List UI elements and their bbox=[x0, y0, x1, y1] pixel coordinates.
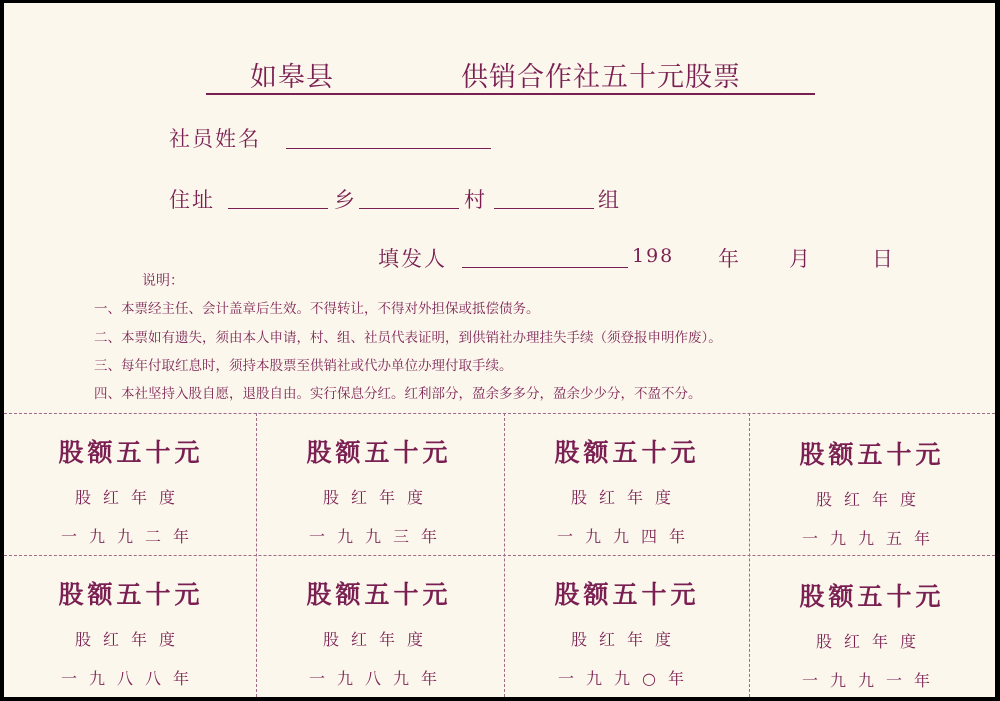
certificate-title: 供销合作社五十元股票 bbox=[461, 62, 741, 93]
coupon-label: 股红年度 bbox=[570, 488, 683, 507]
coupon-amount: 股额五十元 bbox=[799, 440, 945, 469]
note-item: 四、本社坚持入股自愿，退股自由。实行保息分红。红利部分，盈余多多分，盈余少少分，不盈不分。 bbox=[94, 386, 702, 402]
perforation-line bbox=[4, 413, 995, 414]
issuer-label: 填发人 bbox=[378, 247, 447, 271]
township-label: 乡 bbox=[334, 188, 357, 212]
township-blank bbox=[228, 208, 328, 209]
dividend-coupon bbox=[8, 415, 254, 547]
coupon-year: 一九九三年 bbox=[308, 527, 449, 546]
issuer-blank bbox=[462, 267, 628, 268]
coupon-label: 股红年度 bbox=[74, 488, 187, 507]
dividend-coupon bbox=[256, 415, 502, 547]
title-underline bbox=[206, 93, 815, 95]
coupon-label: 股红年度 bbox=[815, 632, 928, 651]
coupon-year: 一九八九年 bbox=[308, 669, 449, 688]
coupon-year: 一九九一年 bbox=[801, 671, 942, 690]
month-label: 月 bbox=[789, 247, 812, 271]
notes-title: 说明： bbox=[142, 273, 184, 289]
dividend-coupon bbox=[8, 557, 254, 689]
coupon-amount: 股额五十元 bbox=[58, 580, 204, 609]
note-item: 三、每年付取红息时，须持本股票至供销社或代办单位办理付取手续。 bbox=[94, 358, 513, 374]
note-item: 一、本票经主任、会计盖章后生效。不得转让，不得对外担保或抵偿债务。 bbox=[94, 301, 540, 317]
coupon-year: 一九九○年 bbox=[558, 669, 696, 688]
day-label: 日 bbox=[872, 247, 895, 271]
year-label: 年 bbox=[718, 247, 741, 271]
note-item: 二、本票如有遗失，须由本人申请，村、组、社员代表证明，到供销社办理挂失手续（须登报申明作废）。 bbox=[94, 330, 722, 346]
village-blank bbox=[359, 208, 459, 209]
perforation-line bbox=[4, 555, 995, 556]
dividend-coupon bbox=[749, 417, 995, 549]
dividend-coupon bbox=[256, 557, 502, 689]
village-label: 村 bbox=[464, 188, 487, 212]
coupon-label: 股红年度 bbox=[815, 490, 928, 509]
county-name: 如皋县 bbox=[250, 62, 334, 93]
group-label: 组 bbox=[598, 188, 621, 212]
coupon-amount: 股额五十元 bbox=[799, 582, 945, 611]
coupon-year: 一九八八年 bbox=[60, 669, 201, 688]
dividend-coupon bbox=[504, 415, 750, 547]
coupon-amount: 股额五十元 bbox=[58, 438, 204, 467]
coupon-label: 股红年度 bbox=[74, 630, 187, 649]
group-blank bbox=[494, 208, 594, 209]
coupon-label: 股红年度 bbox=[570, 630, 683, 649]
share-certificate bbox=[4, 3, 995, 697]
coupon-year: 一九九五年 bbox=[801, 529, 942, 548]
member-name-label: 社员姓名 bbox=[169, 127, 261, 151]
coupon-amount: 股额五十元 bbox=[554, 580, 700, 609]
address-label: 住址 bbox=[169, 188, 215, 212]
coupon-amount: 股额五十元 bbox=[306, 580, 452, 609]
coupon-year: 一九九四年 bbox=[556, 527, 697, 546]
coupon-amount: 股额五十元 bbox=[554, 438, 700, 467]
member-name-blank bbox=[286, 148, 491, 149]
year-prefix: 198 bbox=[632, 245, 675, 267]
coupon-label: 股红年度 bbox=[322, 630, 435, 649]
coupon-label: 股红年度 bbox=[322, 488, 435, 507]
dividend-coupon bbox=[504, 557, 750, 689]
coupon-amount: 股额五十元 bbox=[306, 438, 452, 467]
coupon-year: 一九九二年 bbox=[60, 527, 201, 546]
dividend-coupon bbox=[749, 559, 995, 691]
